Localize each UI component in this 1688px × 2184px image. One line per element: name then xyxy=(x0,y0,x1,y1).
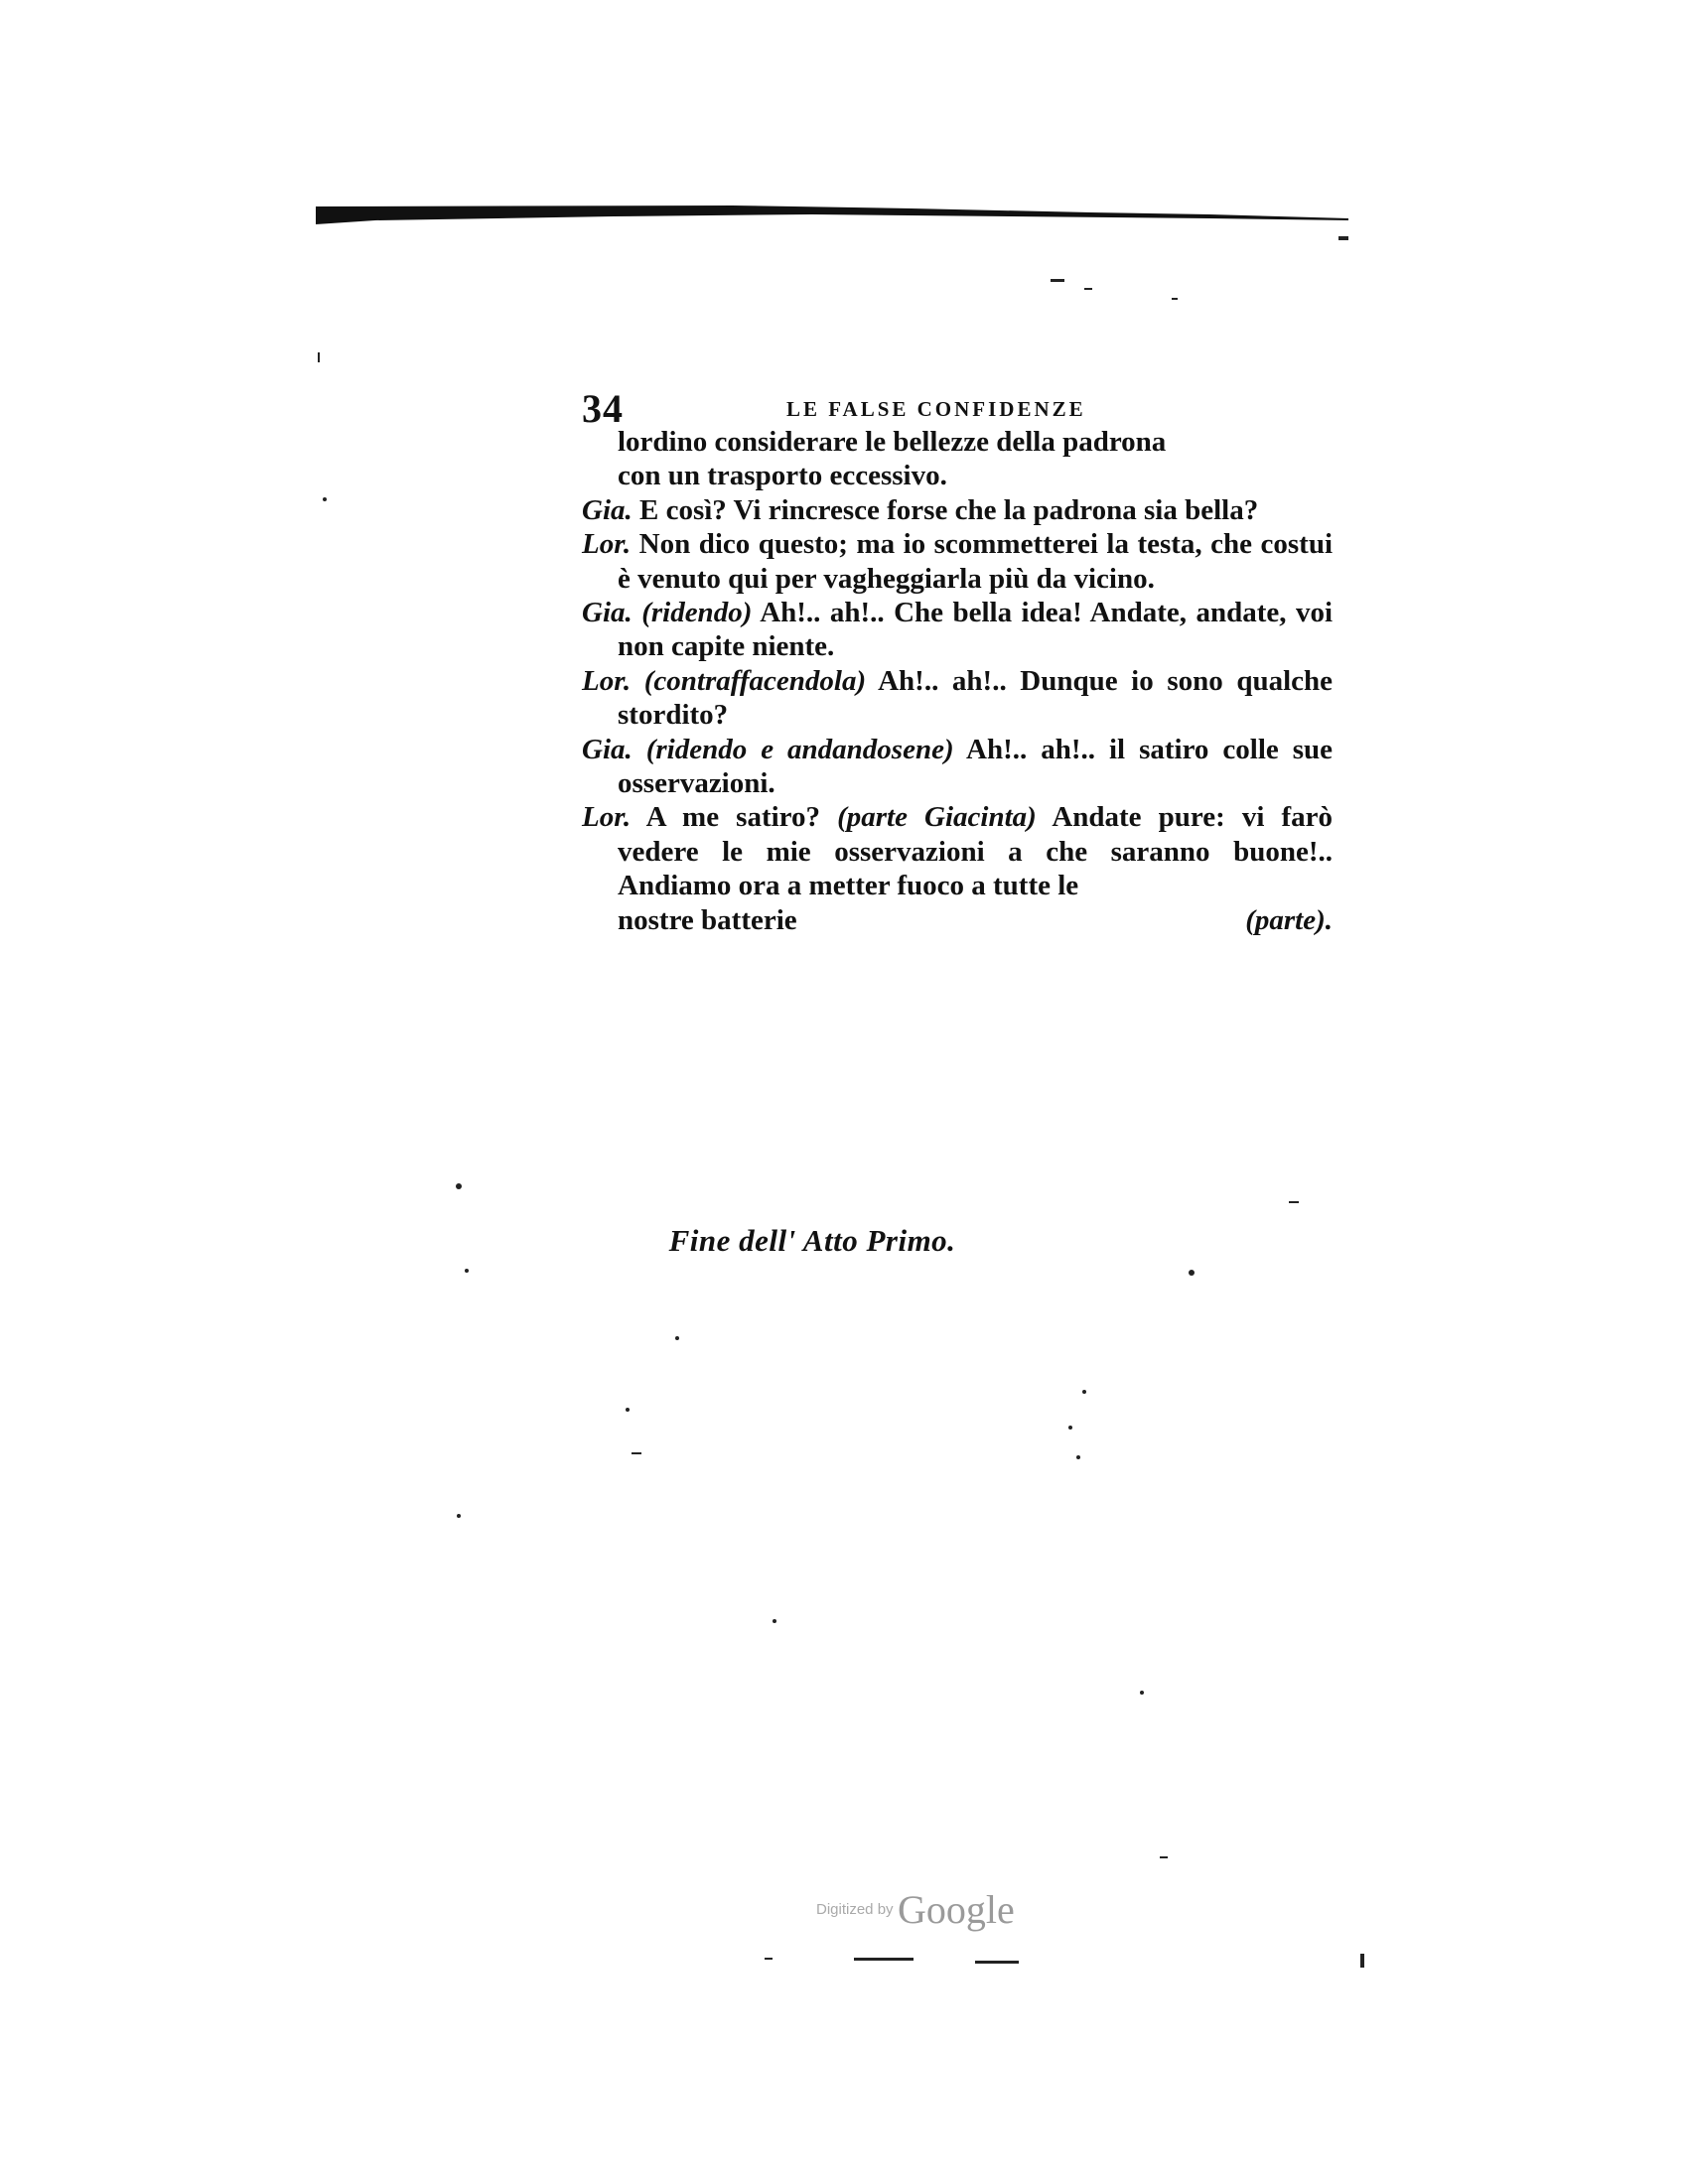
dialogue-line xyxy=(582,664,1333,733)
end-of-act xyxy=(0,1223,1688,1259)
dialogue-line xyxy=(582,800,1333,902)
final-line xyxy=(582,903,1333,937)
speaker-name: Gia. xyxy=(582,733,633,765)
dialogue-line xyxy=(582,493,1333,527)
page-header xyxy=(582,386,1336,431)
text-line: lordino considerare le bellezze della padrona xyxy=(618,426,1167,458)
google-logo: Google xyxy=(898,1887,1015,1932)
spoken-text: Ah!.. ah!.. Dunque io sono qualche stordito? xyxy=(618,664,1333,732)
speaker-name: Lor. xyxy=(582,664,632,697)
top-decorative-rule xyxy=(316,205,1348,226)
page-number: 34 xyxy=(582,386,624,431)
speaker-name: Gia. xyxy=(582,597,633,629)
dialogue-line xyxy=(582,527,1333,596)
stage-direction: (parte). xyxy=(1245,903,1333,936)
stage-direction: (ridendo e andandosene) xyxy=(645,733,954,765)
spoken-text: Ah!.. ah!.. Che bella idea! Andate, andate, voi non capite niente. xyxy=(618,597,1333,663)
running-title: LE FALSE CONFIDENZE xyxy=(786,397,1086,421)
stage-direction: (parte Giacinta) xyxy=(837,801,1037,834)
text-line: con un trasporto eccessivo. xyxy=(618,460,947,492)
dialogue-line xyxy=(582,596,1333,664)
spoken-text: nostre batterie xyxy=(618,903,797,936)
spoken-text: A me satiro? xyxy=(645,801,821,834)
speaker-name: Gia. xyxy=(582,493,633,526)
dialogue-line xyxy=(582,733,1333,801)
spoken-text: Non dico questo; ma io scommetterei la testa, che costui è venuto qui per vagheggiarla più da vicino. xyxy=(618,528,1333,595)
continued-paragraph xyxy=(582,425,1333,493)
digitized-watermark xyxy=(816,1886,1015,1933)
stage-direction: (contraffacendola) xyxy=(643,664,867,697)
speaker-name: Lor. xyxy=(582,528,632,561)
speaker-name: Lor. xyxy=(582,801,632,834)
spoken-text: E così? Vi rincresce forse che la padrona sia bella? xyxy=(639,493,1259,526)
stage-direction: (ridendo) xyxy=(641,597,753,629)
end-of-act-text: Fine dell' Atto Primo. xyxy=(668,1223,956,1258)
digitized-by-label: Digitized by xyxy=(816,1901,894,1918)
spoken-text: Andate pure: vi farò vedere le mie osservazioni a che saranno buone!.. Andiamo ora a metter fuoco a tutte le xyxy=(618,801,1333,902)
spoken-text: Ah!.. ah!.. il satiro colle sue osservazioni. xyxy=(618,733,1334,800)
dialogue-text xyxy=(582,425,1333,937)
